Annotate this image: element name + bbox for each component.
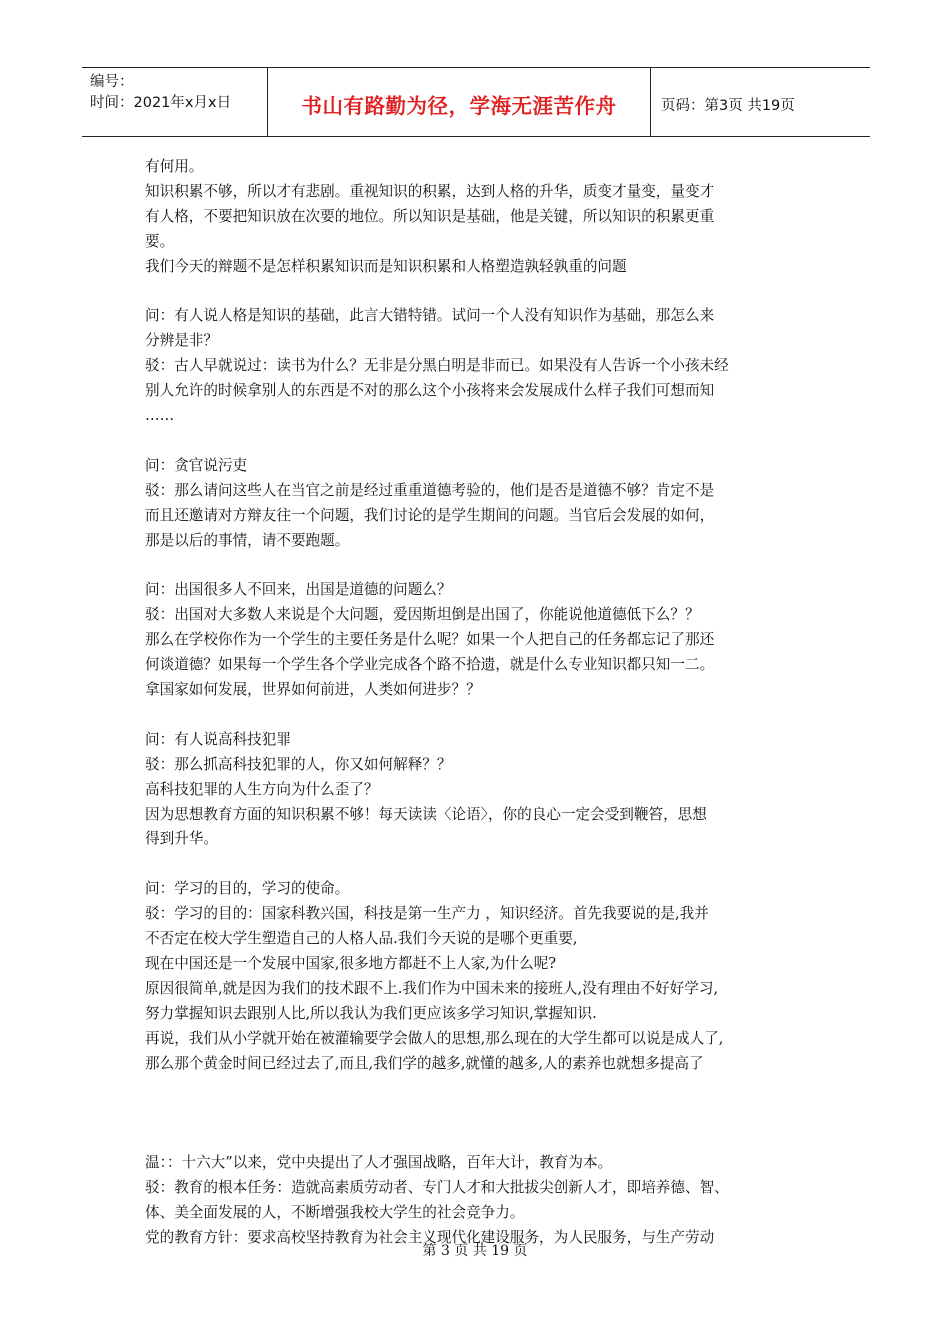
header-meta (82, 68, 268, 136)
text-line: 知识积累不够，所以才有悲剧。重视知识的积累，达到人格的升华，质变才量变，量变才 (145, 182, 715, 200)
text-line: 别人允许的时候拿别人的东西是不对的那么这个小孩将来会发展成什么样子我们可想而知 (145, 382, 715, 400)
text-line: 驳：学习的目的：国家科教兴国，科技是第一生产力 ，知识经济。首先我要说的是,我并 (145, 905, 709, 923)
text-line: 那是以后的事情，请不要跑题。 (145, 531, 350, 549)
header-motto-cell (268, 68, 651, 136)
text-line: 努力掌握知识去跟别人比,所以我认为我们更应该多学习知识,掌握知识. (145, 1004, 597, 1022)
document-body (145, 155, 815, 1251)
blank-line (145, 852, 815, 877)
text-line: 有人格，不要把知识放在次要的地位。所以知识是基础，他是关键，所以知识的积累更重 (145, 207, 715, 225)
text-line: 拿国家如何发展，世界如何前进，人类如何进步？？ (145, 680, 481, 698)
blank-line (145, 553, 815, 578)
text-line: 原因很简单,就是因为我们的技术跟不上.我们作为中国未来的接班人,没有理由不好好学习, (145, 979, 719, 997)
text-line: 驳：教育的根本任务：造就高素质劳动者、专门人才和大批拔尖创新人才，即培养德、智、 (145, 1179, 729, 1197)
blank-line (145, 429, 815, 454)
header-page-cell (651, 68, 870, 136)
text-line: 有何用。 (145, 158, 204, 175)
blank-line (145, 1101, 815, 1126)
text-line: 要。 (145, 232, 175, 250)
motto: 书山有路勤为径，学海无涯苦作舟 (301, 94, 617, 118)
text-line: 我们今天的辩题不是怎样积累知识而是知识积累和人格塑造孰轻孰重的问题 (145, 257, 627, 275)
text-line: 现在中国还是一个发展中国家,很多地方都赶不上人家,为什么呢? (145, 954, 557, 972)
blank-line (145, 703, 815, 728)
blank-line (145, 1076, 815, 1101)
text-line: 体、美全面发展的人，不断增强我校大学生的社会竞争力。 (145, 1203, 525, 1221)
text-line: 问：有人说高科技犯罪 (145, 730, 291, 748)
text-line: 问：出国很多人不回来，出国是道德的问题么？ (145, 581, 452, 599)
text-line: 得到升华。 (145, 830, 218, 848)
text-line: 高科技犯罪的人生方向为什么歪了？ (145, 780, 379, 798)
text-line: 问：贪官说污吏 (145, 456, 248, 474)
number-label: 编号： (90, 74, 134, 90)
text-line: 而且还邀请对方辩友往一个问题，我们讨论的是学生期间的问题。当官后会发展的如何， (145, 506, 715, 524)
text-line: 问：有人说人格是知识的基础，此言大错特错。试问一个人没有知识作为基础，那怎么来 (145, 307, 715, 325)
page-footer: 第 3 页 共 19 页 (422, 1243, 528, 1259)
date-label: 时间：2021年x月x日 (90, 95, 232, 111)
text-line: 因为思想教育方面的知识积累不够！每天读读〈论语〉，你的良心一定会受到鞭笞，思想 (145, 805, 707, 823)
text-line: 分辨是非？ (145, 332, 218, 350)
text-line: 党的教育方针：要求高校坚持教育为社会主义现代化建设服务，为人民服务，与生产劳动 (145, 1228, 715, 1246)
text-line: 驳：古人早就说过：读书为什么？无非是分黑白明是非而已。如果没有人告诉一个小孩未经 (145, 357, 729, 375)
text-line: …… (145, 407, 175, 425)
page-info: 页码：第3页 共19页 (661, 97, 795, 114)
text-line: 那么那个黄金时间已经过去了,而且,我们学的越多,就懂的越多,人的素养也就想多提高了 (145, 1054, 704, 1072)
text-line: 再说，我们从小学就开始在被灌输要学会做人的思想,那么现在的大学生都可以说是成人了, (145, 1029, 724, 1047)
text-line: 驳：出国对大多数人来说是个大问题，爱因斯坦倒是出国了，你能说他道德低下么？？ (145, 606, 700, 624)
text-line: 问：学习的目的，学习的使命。 (145, 880, 350, 898)
document-header (82, 67, 870, 137)
text-line: 驳：那么抓高科技犯罪的人，你又如何解释？？ (145, 755, 452, 773)
blank-line (145, 280, 815, 305)
text-line: 不否定在校大学生塑造自己的人格人品.我们今天说的是哪个更重要, (145, 930, 578, 948)
text-line: 温：：十六大”以来，党中央提出了人才强国战略，百年大计，教育为本。 (145, 1154, 613, 1172)
blank-line (145, 1126, 815, 1151)
text-line: 驳：那么请问这些人在当官之前是经过重重道德考验的，他们是否是道德不够？肯定不是 (145, 481, 715, 499)
text-line: 那么在学校你作为一个学生的主要任务是什么呢？如果一个人把自己的任务都忘记了那还 (145, 631, 715, 649)
text-line: 何谈道德？如果每一个学生各个学业完成各个路不拾遗，就是什么专业知识都只知一二。 (145, 656, 715, 674)
